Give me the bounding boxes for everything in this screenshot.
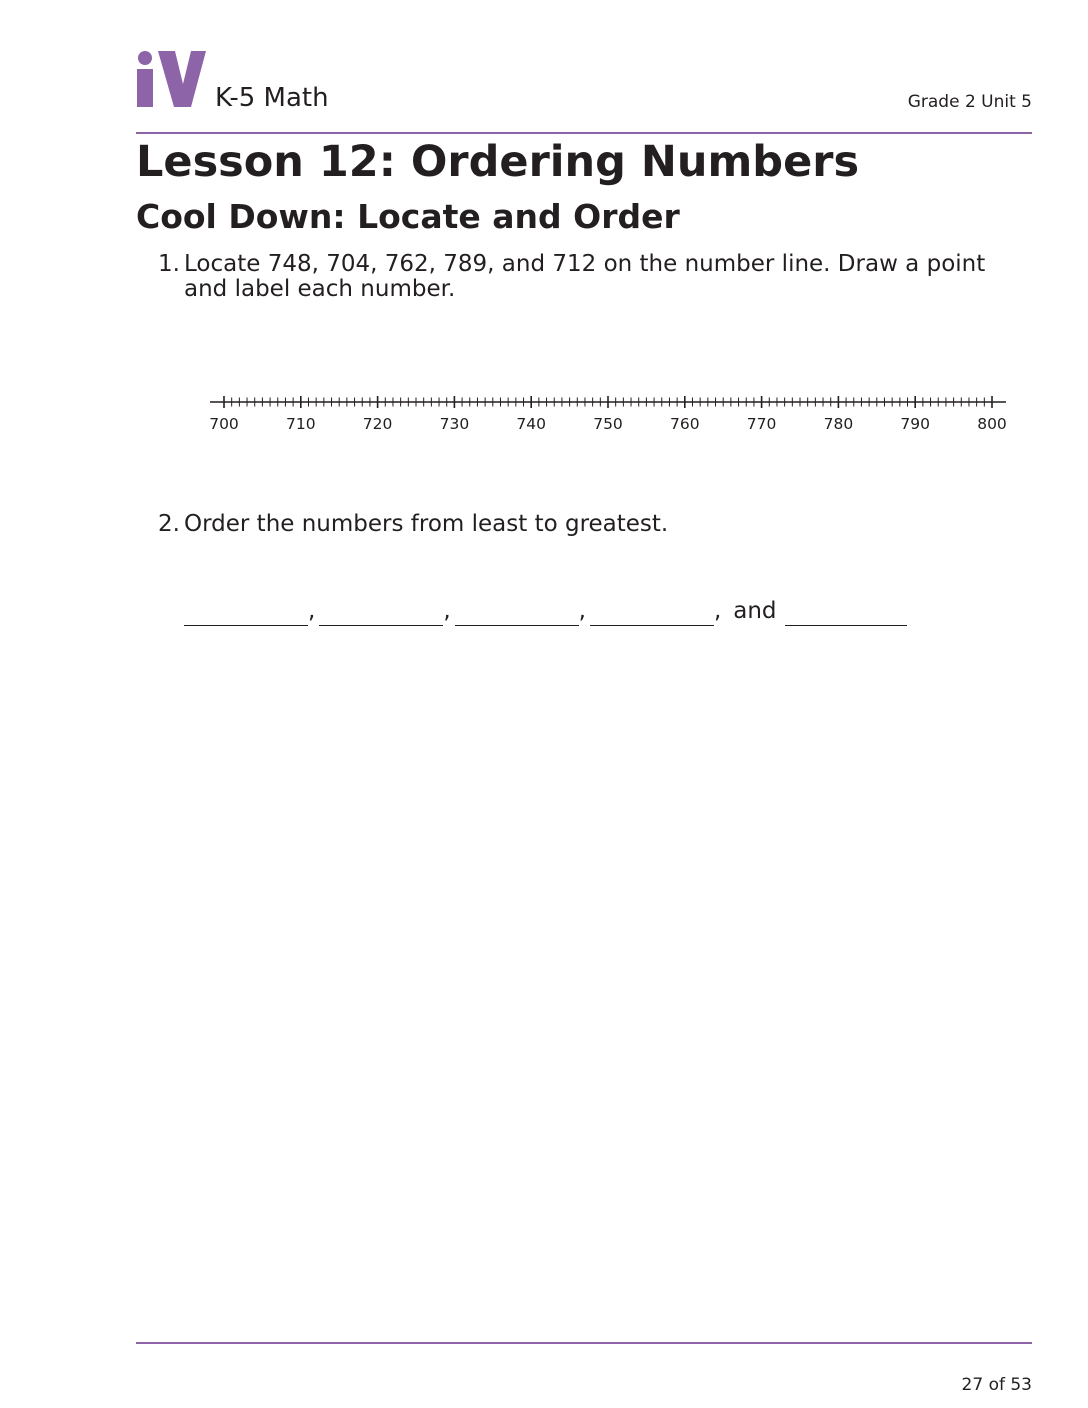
- question-1-number: 1.: [158, 251, 180, 277]
- cooldown-title: Cool Down: Locate and Order: [136, 197, 680, 236]
- number-line-label: 730: [439, 415, 470, 433]
- number-line-label: 750: [593, 415, 623, 433]
- number-line-label: 790: [900, 415, 930, 433]
- answer-blank-5[interactable]: [785, 601, 907, 626]
- answer-separator: ,: [578, 598, 586, 624]
- footer-divider: [136, 1342, 1032, 1344]
- question-2-number: 2.: [158, 511, 180, 537]
- number-line-label: 760: [670, 415, 700, 433]
- number-line-label: 800: [977, 415, 1007, 433]
- number-line-label: 710: [286, 415, 316, 433]
- number-line-label: 770: [746, 415, 777, 433]
- number-line-label: 780: [823, 415, 854, 433]
- grade-unit-label: Grade 2 Unit 5: [907, 92, 1032, 112]
- page-number: 27 of 53: [961, 1375, 1032, 1395]
- answer-blanks-row: [184, 596, 907, 626]
- answer-blank-1[interactable]: [184, 601, 308, 626]
- question-2-text: Order the numbers from least to greatest.: [184, 511, 669, 537]
- answer-blank-3[interactable]: [455, 601, 579, 626]
- brand-text: K-5 Math: [215, 83, 329, 113]
- lesson-title: Lesson 12: Ordering Numbers: [136, 137, 860, 187]
- answer-conjunction: and: [733, 598, 777, 624]
- header-divider: [136, 132, 1032, 134]
- question-1-text: Locate 748, 704, 762, 789, and 712 on the number line. Draw a point and label each number.: [184, 251, 986, 302]
- answer-separator: ,: [443, 598, 451, 624]
- answer-blank-2[interactable]: [319, 601, 443, 626]
- number-line-label: 740: [516, 415, 546, 433]
- answer-separator: ,: [308, 598, 316, 624]
- number-line: [200, 384, 1020, 444]
- number-line-label: 700: [209, 415, 239, 433]
- number-line-label: 720: [362, 415, 393, 433]
- im-logo-icon: [136, 50, 206, 108]
- answer-blank-4[interactable]: [590, 601, 714, 626]
- answer-separator: ,: [713, 598, 722, 624]
